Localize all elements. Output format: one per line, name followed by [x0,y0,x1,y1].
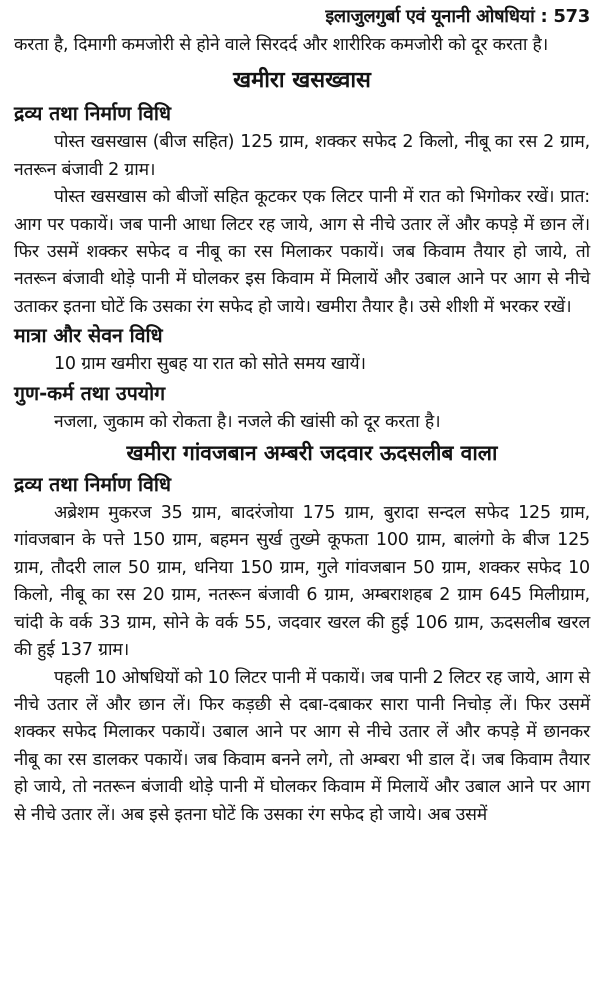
method-paragraph: पोस्त खसखास को बीजों सहित कूटकर एक लिटर पानी में रात को भिगोकर रखें। प्रात: आग पर पकायें। जब पानी आधा लिटर रह जाये, आग से नीचे उतार लें और कपड़े में छान लें। फिर उसमें शक्कर सफेद व नीबू का रस मिलाकर पकायें। जब किवाम तैयार हो जाये, तो नतरून बंजावी थोड़े पानी में घोलकर इस किवाम में मिलायें और उबाल आने पर आग से नीचे उताकर इतना घोटें कि उसका रंग सफेद हो जाये। खमीरा तैयार है। उसे शीशी में भरकर रखें। [14,187,590,317]
uses-heading: गुण-कर्म तथा उपयोग [14,381,166,405]
dosage-paragraph: 10 ग्राम खमीरा सुबह या रात को सोते समय खायें। [54,354,366,375]
ingredients-paragraph-2: अब्रेशम मुकरज 35 ग्राम, बादरंजोया 175 ग्राम, बुरादा सन्दल सफेद 125 ग्राम, गांवजबान के पत्ते 150 ग्राम, बहमन सुर्ख तुख्मे कूफता 100 ग्राम, बालंगो के बीज 125 ग्राम, तौदरी लाल 50 ग्राम, धनिया 150 ग्राम, गुले गांवजबान 50 ग्राम, शक्कर सफेद 10 किलो, नीबू का रस 20 ग्राम, नतरून बंजावी 6 ग्राम, अम्बराशहब 2 ग्राम 645 मिलीग्राम, चांदी के वर्क 33 ग्राम, सोने के वर्क 55, जदवार खरल की हुई 106 ग्राम, ऊदसलीब खरल की हुई 137 ग्राम। [14,503,590,661]
section-title-khamira-gaozaban: खमीरा गांवजबान अम्बरी जदवार ऊदसलीब वाला [126,441,498,466]
ingredients-heading-2: द्रव्य तथा निर्माण विधि [14,473,171,497]
ingredients-heading: द्रव्य तथा निर्माण विधि [14,102,171,126]
running-head: इलाजुलगुर्बा एवं यूनानी ओषधियां : 573 [325,6,590,27]
ingredients-paragraph: पोस्त खसखास (बीज सहित) 125 ग्राम, शक्कर सफेद 2 किलो, नीबू का रस 2 ग्राम, नतरून बंजावी 2 ग्राम। [14,132,590,180]
intro-paragraph: करता है, दिमागी कमजोरी से होने वाले सिरदर्द और शारीरिक कमजोरी को दूर करता है। [14,35,549,55]
dosage-heading: मात्रा और सेवन विधि [14,324,163,348]
method-paragraph-2: पहली 10 ओषधियों को 10 लिटर पानी में पकायें। जब पानी 2 लिटर रह जाये, आग से नीचे उतार लें और छान लें। फिर कड़छी से दबा-दबाकर सारा पानी निचोड़ लें। फिर उसमें शक्कर सफेद मिलाकर पकायें। उबाल आने पर आग से नीचे उतार लें और कपड़े में छानकर नीबू का रस डालकर पकायें। जब किवाम बनने लगे, तो अम्बरा भी डाल दें। जब किवाम तैयार हो जाये, तो नतरून बंजावी थोड़े पानी में घोलकर किवाम में मिलायें और उबाल आने पर आग से नीचे उतार लें। अब इसे इतना घोटें कि उसका रंग सफेद हो जाये। अब उसमें [14,667,590,825]
section-title-khamira-khaskhas: खमीरा खसख्वास [233,68,371,94]
uses-paragraph: नजला, जुकाम को रोकता है। नजले की खांसी को दूर करता है। [54,411,441,432]
